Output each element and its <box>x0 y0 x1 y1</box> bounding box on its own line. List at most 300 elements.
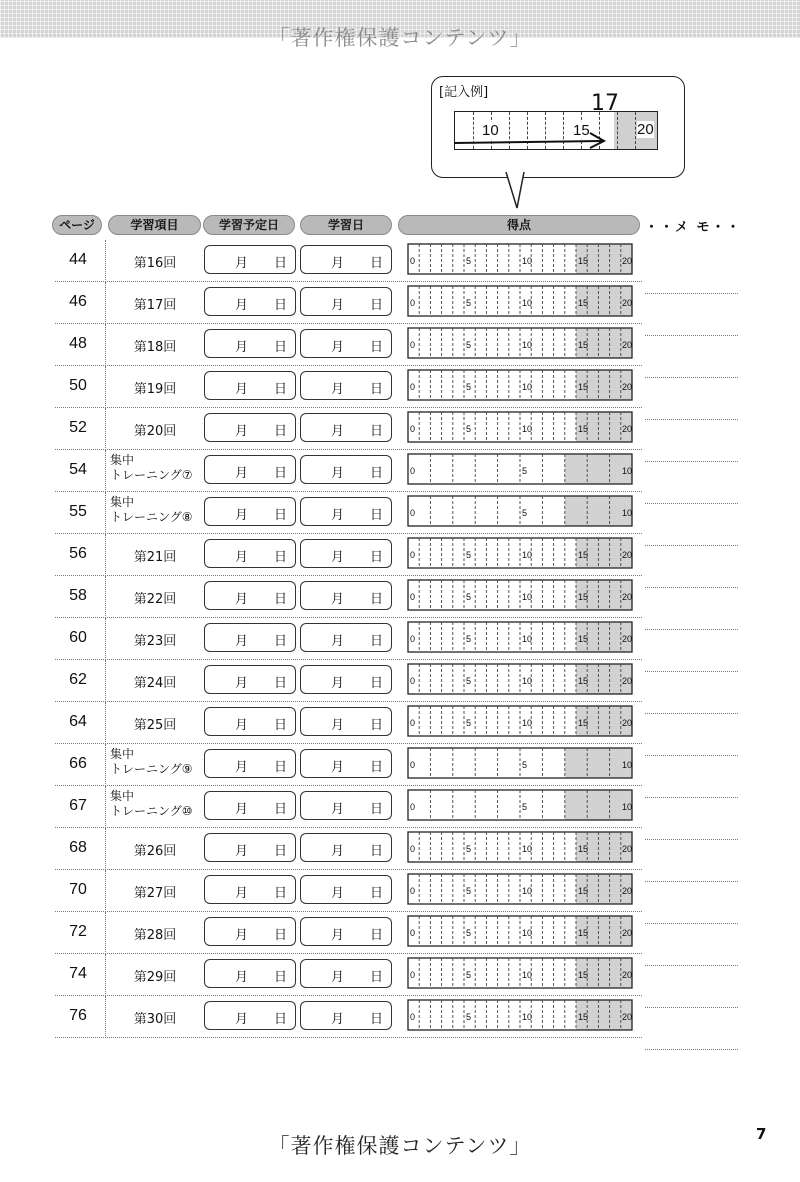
study-date-field[interactable] <box>300 581 392 610</box>
planned-date-field[interactable] <box>204 371 296 400</box>
column-divider <box>105 618 106 660</box>
score-tick-label: 0 <box>410 298 416 308</box>
day-label: 日 <box>370 760 384 775</box>
score-strip[interactable] <box>407 999 635 1032</box>
page-number-cell: 70 <box>69 881 87 898</box>
month-label: 月 <box>235 1012 249 1027</box>
day-label: 日 <box>370 970 384 985</box>
score-tick-label: 0 <box>410 802 416 812</box>
day-label: 日 <box>274 802 288 817</box>
study-date-field[interactable] <box>300 455 392 484</box>
score-tick-label: 15 <box>578 970 589 980</box>
month-label: 月 <box>235 298 249 313</box>
score-strip[interactable] <box>407 705 635 738</box>
column-divider <box>105 492 106 534</box>
day-label: 日 <box>274 340 288 355</box>
score-tick-label: 5 <box>466 298 472 308</box>
month-label: 月 <box>331 340 345 355</box>
score-strip[interactable] <box>407 915 635 948</box>
page-number-cell: 50 <box>69 377 87 394</box>
score-tick-label: 20 <box>622 676 633 686</box>
schedule-table <box>0 240 800 1038</box>
score-tick-label: 0 <box>410 550 416 560</box>
page-number-cell: 67 <box>69 797 87 814</box>
column-divider <box>105 366 106 408</box>
day-label: 日 <box>370 886 384 901</box>
example-tick-label: 10 <box>482 122 499 139</box>
score-tick-label: 15 <box>578 298 589 308</box>
score-tick-label: 15 <box>578 634 589 644</box>
page-number-cell: 46 <box>69 293 87 310</box>
day-label: 日 <box>370 676 384 691</box>
score-strip[interactable] <box>407 789 635 822</box>
score-tick-label: 0 <box>410 466 416 476</box>
day-label: 日 <box>370 382 384 397</box>
month-label: 月 <box>235 970 249 985</box>
table-row <box>0 282 800 324</box>
table-row <box>0 870 800 912</box>
study-item-cell: 集中 トレーニング⑦ <box>110 453 193 482</box>
planned-date-field[interactable] <box>204 539 296 568</box>
study-item-cell: 集中 トレーニング⑩ <box>110 789 193 818</box>
score-tick-label: 20 <box>622 382 633 392</box>
score-strip[interactable] <box>407 327 635 360</box>
page-number-cell: 48 <box>69 335 87 352</box>
study-item-cell: 第22回 <box>133 592 177 607</box>
column-divider <box>105 240 106 282</box>
planned-date-field[interactable] <box>204 455 296 484</box>
column-divider <box>105 660 106 702</box>
day-label: 日 <box>274 886 288 901</box>
planned-date-field[interactable] <box>204 875 296 904</box>
day-label: 日 <box>274 676 288 691</box>
score-tick-label: 5 <box>466 424 472 434</box>
score-tick-label: 15 <box>578 676 589 686</box>
month-label: 月 <box>331 424 345 439</box>
score-tick-label: 10 <box>622 760 633 770</box>
month-label: 月 <box>235 886 249 901</box>
table-row <box>0 324 800 366</box>
score-tick-label: 5 <box>522 802 528 812</box>
table-row <box>0 996 800 1038</box>
month-label: 月 <box>235 550 249 565</box>
study-date-field[interactable] <box>300 959 392 988</box>
page-number-cell: 52 <box>69 419 87 436</box>
score-tick-label: 5 <box>466 718 472 728</box>
score-tick-label: 5 <box>466 256 472 266</box>
score-strip[interactable] <box>407 747 635 780</box>
example-box <box>431 76 685 178</box>
planned-date-field[interactable] <box>204 287 296 316</box>
column-divider <box>105 828 106 870</box>
score-strip[interactable] <box>407 873 635 906</box>
score-strip[interactable] <box>407 495 635 528</box>
planned-date-field[interactable] <box>204 497 296 526</box>
planned-date-field[interactable] <box>204 791 296 820</box>
day-label: 日 <box>274 760 288 775</box>
table-row <box>0 828 800 870</box>
month-label: 月 <box>331 844 345 859</box>
score-tick-label: 10 <box>522 256 533 266</box>
month-label: 月 <box>331 382 345 397</box>
column-divider <box>105 576 106 618</box>
score-tick-label: 5 <box>522 508 528 518</box>
day-label: 日 <box>274 718 288 733</box>
study-date-field[interactable] <box>300 329 392 358</box>
month-label: 月 <box>235 760 249 775</box>
study-date-field[interactable] <box>300 371 392 400</box>
score-tick-label: 15 <box>578 382 589 392</box>
day-label: 日 <box>370 550 384 565</box>
month-label: 月 <box>235 508 249 523</box>
example-arrow <box>432 77 684 177</box>
score-tick-label: 5 <box>466 970 472 980</box>
column-divider <box>105 912 106 954</box>
page-number-cell: 64 <box>69 713 87 730</box>
score-tick-label: 5 <box>466 634 472 644</box>
planned-date-field[interactable] <box>204 413 296 442</box>
score-tick-label: 0 <box>410 424 416 434</box>
score-tick-label: 20 <box>622 550 633 560</box>
row-separator <box>55 1037 642 1038</box>
top-watermark: 「著作権保護コンテンツ」 <box>268 26 532 50</box>
column-divider <box>105 534 106 576</box>
page-number-cell: 74 <box>69 965 87 982</box>
day-label: 日 <box>274 466 288 481</box>
score-tick-label: 20 <box>622 928 633 938</box>
score-tick-label: 10 <box>522 382 533 392</box>
month-label: 月 <box>235 382 249 397</box>
day-label: 日 <box>274 1012 288 1027</box>
study-item-cell: 第24回 <box>133 676 177 691</box>
day-label: 日 <box>370 256 384 271</box>
score-tick-label: 10 <box>522 886 533 896</box>
day-label: 日 <box>274 424 288 439</box>
month-label: 月 <box>331 760 345 775</box>
header-study-date: 学習日 <box>300 215 392 235</box>
day-label: 日 <box>274 298 288 313</box>
score-tick-label: 0 <box>410 340 416 350</box>
score-tick-label: 10 <box>622 802 633 812</box>
day-label: 日 <box>370 718 384 733</box>
score-tick-label: 5 <box>522 760 528 770</box>
planned-date-field[interactable] <box>204 917 296 946</box>
score-strip[interactable] <box>407 831 635 864</box>
table-row <box>0 240 800 282</box>
planned-date-field[interactable] <box>204 833 296 862</box>
day-label: 日 <box>274 550 288 565</box>
score-tick-label: 15 <box>578 718 589 728</box>
score-tick-label: 20 <box>622 844 633 854</box>
month-label: 月 <box>331 634 345 649</box>
score-tick-label: 20 <box>622 592 633 602</box>
score-tick-label: 5 <box>466 1012 472 1022</box>
page-number-cell: 56 <box>69 545 87 562</box>
study-date-field[interactable] <box>300 497 392 526</box>
header-item: 学習項目 <box>108 215 201 235</box>
month-label: 月 <box>235 844 249 859</box>
study-item-cell: 第28回 <box>133 928 177 943</box>
score-tick-label: 20 <box>622 256 633 266</box>
score-strip[interactable] <box>407 411 635 444</box>
column-divider <box>105 744 106 786</box>
day-label: 日 <box>370 466 384 481</box>
example-title: [記入例] <box>439 85 489 100</box>
table-row <box>0 366 800 408</box>
day-label: 日 <box>274 970 288 985</box>
month-label: 月 <box>235 592 249 607</box>
day-label: 日 <box>370 1012 384 1027</box>
column-divider <box>105 954 106 996</box>
planned-date-field[interactable] <box>204 1001 296 1030</box>
score-tick-label: 0 <box>410 928 416 938</box>
month-label: 月 <box>331 1012 345 1027</box>
study-date-field[interactable] <box>300 875 392 904</box>
score-tick-label: 5 <box>466 886 472 896</box>
score-tick-label: 20 <box>622 340 633 350</box>
score-tick-label: 10 <box>522 592 533 602</box>
score-strip[interactable] <box>407 285 635 318</box>
study-item-cell: 第27回 <box>133 886 177 901</box>
score-tick-label: 5 <box>522 466 528 476</box>
page-number-cell: 68 <box>69 839 87 856</box>
score-tick-label: 20 <box>622 1012 633 1022</box>
score-tick-label: 15 <box>578 1012 589 1022</box>
table-row <box>0 450 800 492</box>
table-row <box>0 786 800 828</box>
day-label: 日 <box>370 424 384 439</box>
planned-date-field[interactable] <box>204 245 296 274</box>
day-label: 日 <box>370 340 384 355</box>
score-strip[interactable] <box>407 621 635 654</box>
month-label: 月 <box>235 256 249 271</box>
study-item-cell: 第19回 <box>133 382 177 397</box>
month-label: 月 <box>331 676 345 691</box>
study-item-cell: 第18回 <box>133 340 177 355</box>
column-divider <box>105 870 106 912</box>
score-tick-label: 0 <box>410 634 416 644</box>
score-tick-label: 0 <box>410 886 416 896</box>
day-label: 日 <box>274 256 288 271</box>
score-tick-label: 15 <box>578 886 589 896</box>
score-tick-label: 10 <box>622 508 633 518</box>
study-date-field[interactable] <box>300 1001 392 1030</box>
page-number-cell: 66 <box>69 755 87 772</box>
study-item-cell: 第23回 <box>133 634 177 649</box>
planned-date-field[interactable] <box>204 749 296 778</box>
table-row <box>0 534 800 576</box>
score-tick-label: 10 <box>522 1012 533 1022</box>
month-label: 月 <box>235 676 249 691</box>
page-number-cell: 62 <box>69 671 87 688</box>
score-tick-label: 5 <box>466 382 472 392</box>
table-row <box>0 702 800 744</box>
score-strip[interactable] <box>407 453 635 486</box>
score-tick-label: 15 <box>578 592 589 602</box>
score-tick-label: 10 <box>522 718 533 728</box>
column-divider <box>105 324 106 366</box>
score-tick-label: 0 <box>410 844 416 854</box>
score-tick-label: 5 <box>466 676 472 686</box>
score-tick-label: 10 <box>522 634 533 644</box>
column-divider <box>105 450 106 492</box>
table-row <box>0 954 800 996</box>
score-strip[interactable] <box>407 243 635 276</box>
score-tick-label: 10 <box>522 970 533 980</box>
score-tick-label: 15 <box>578 424 589 434</box>
page-number-cell: 54 <box>69 461 87 478</box>
score-tick-label: 10 <box>522 298 533 308</box>
table-row <box>0 408 800 450</box>
month-label: 月 <box>331 802 345 817</box>
study-item-cell: 第25回 <box>133 718 177 733</box>
month-label: 月 <box>331 298 345 313</box>
month-label: 月 <box>331 928 345 943</box>
month-label: 月 <box>331 256 345 271</box>
planned-date-field[interactable] <box>204 665 296 694</box>
planned-date-field[interactable] <box>204 707 296 736</box>
planned-date-field[interactable] <box>204 329 296 358</box>
day-label: 日 <box>370 634 384 649</box>
study-date-field[interactable] <box>300 413 392 442</box>
score-tick-label: 5 <box>466 928 472 938</box>
study-date-field[interactable] <box>300 707 392 736</box>
table-row <box>0 660 800 702</box>
study-date-field[interactable] <box>300 287 392 316</box>
day-label: 日 <box>274 592 288 607</box>
study-date-field[interactable] <box>300 539 392 568</box>
score-tick-label: 0 <box>410 592 416 602</box>
month-label: 月 <box>331 718 345 733</box>
study-date-field[interactable] <box>300 791 392 820</box>
score-tick-label: 20 <box>622 886 633 896</box>
page-number-cell: 44 <box>69 251 87 268</box>
month-label: 月 <box>235 340 249 355</box>
table-row <box>0 912 800 954</box>
day-label: 日 <box>370 298 384 313</box>
score-tick-label: 10 <box>522 550 533 560</box>
table-row <box>0 492 800 534</box>
score-tick-label: 5 <box>466 844 472 854</box>
score-tick-label: 0 <box>410 1012 416 1022</box>
header-planned-date: 学習予定日 <box>203 215 295 235</box>
table-row <box>0 618 800 660</box>
day-label: 日 <box>370 592 384 607</box>
day-label: 日 <box>370 508 384 523</box>
score-tick-label: 10 <box>622 466 633 476</box>
study-item-cell: 第30回 <box>133 1012 177 1027</box>
page-number-cell: 60 <box>69 629 87 646</box>
example-pointer <box>500 172 530 212</box>
score-tick-label: 15 <box>578 844 589 854</box>
score-tick-label: 20 <box>622 298 633 308</box>
table-header <box>0 215 800 237</box>
score-strip[interactable] <box>407 537 635 570</box>
score-tick-label: 0 <box>410 718 416 728</box>
score-tick-label: 15 <box>578 256 589 266</box>
bottom-watermark: 「著作権保護コンテンツ」 <box>268 1134 532 1158</box>
day-label: 日 <box>274 508 288 523</box>
month-label: 月 <box>235 802 249 817</box>
day-label: 日 <box>274 382 288 397</box>
study-item-cell: 第20回 <box>133 424 177 439</box>
score-tick-label: 5 <box>466 340 472 350</box>
page-number-cell: 55 <box>69 503 87 520</box>
planned-date-field[interactable] <box>204 581 296 610</box>
score-tick-label: 0 <box>410 382 416 392</box>
score-tick-label: 20 <box>622 424 633 434</box>
study-date-field[interactable] <box>300 623 392 652</box>
month-label: 月 <box>331 592 345 607</box>
day-label: 日 <box>274 634 288 649</box>
study-date-field[interactable] <box>300 749 392 778</box>
day-label: 日 <box>370 928 384 943</box>
score-tick-label: 10 <box>522 676 533 686</box>
study-date-field[interactable] <box>300 833 392 862</box>
month-label: 月 <box>235 718 249 733</box>
study-item-cell: 第29回 <box>133 970 177 985</box>
example-tick-label: 20 <box>637 121 654 138</box>
study-item-cell: 集中 トレーニング⑧ <box>110 495 193 524</box>
score-tick-label: 20 <box>622 634 633 644</box>
page-number-cell: 76 <box>69 1007 87 1024</box>
column-divider <box>105 408 106 450</box>
score-tick-label: 0 <box>410 676 416 686</box>
month-label: 月 <box>235 634 249 649</box>
header-page: ページ <box>52 215 102 235</box>
study-date-field[interactable] <box>300 917 392 946</box>
score-tick-label: 5 <box>466 550 472 560</box>
month-label: 月 <box>331 550 345 565</box>
score-strip[interactable] <box>407 369 635 402</box>
day-label: 日 <box>274 844 288 859</box>
study-item-cell: 第26回 <box>133 844 177 859</box>
planned-date-field[interactable] <box>204 959 296 988</box>
study-item-cell: 集中 トレーニング⑨ <box>110 747 193 776</box>
page-number-cell: 58 <box>69 587 87 604</box>
day-label: 日 <box>274 928 288 943</box>
study-date-field[interactable] <box>300 665 392 694</box>
day-label: 日 <box>370 844 384 859</box>
study-item-cell: 第16回 <box>133 256 177 271</box>
example-tick-label: 15 <box>573 122 590 139</box>
score-strip[interactable] <box>407 957 635 990</box>
month-label: 月 <box>331 466 345 481</box>
study-date-field[interactable] <box>300 245 392 274</box>
score-tick-label: 15 <box>578 340 589 350</box>
page-number-cell: 72 <box>69 923 87 940</box>
score-tick-label: 5 <box>466 592 472 602</box>
score-strip[interactable] <box>407 579 635 612</box>
column-divider <box>105 702 106 744</box>
header-score: 得点 <box>398 215 640 235</box>
month-label: 月 <box>331 886 345 901</box>
day-label: 日 <box>370 802 384 817</box>
score-tick-label: 0 <box>410 508 416 518</box>
score-strip[interactable] <box>407 663 635 696</box>
column-divider <box>105 786 106 828</box>
planned-date-field[interactable] <box>204 623 296 652</box>
study-item-cell: 第17回 <box>133 298 177 313</box>
memo-line[interactable] <box>645 1049 738 1050</box>
score-tick-label: 10 <box>522 340 533 350</box>
column-divider <box>105 282 106 324</box>
header-memo: ・・メ モ・・ <box>645 220 742 235</box>
month-label: 月 <box>235 466 249 481</box>
table-row <box>0 744 800 786</box>
score-tick-label: 20 <box>622 970 633 980</box>
example-handwritten-score: 17 <box>591 91 619 116</box>
